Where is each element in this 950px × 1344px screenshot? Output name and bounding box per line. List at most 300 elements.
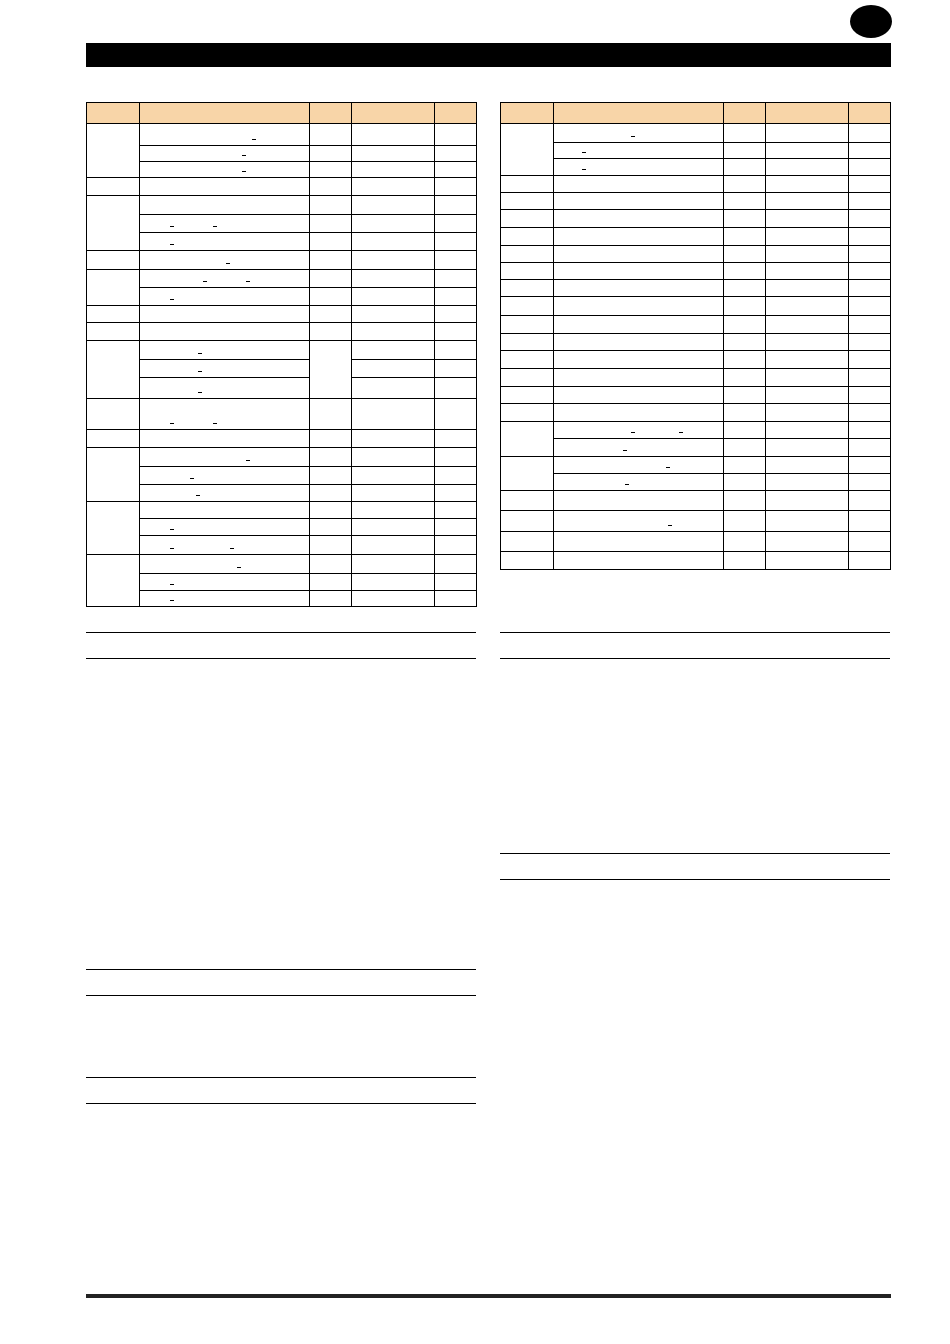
table-cell [310,467,352,485]
table-cell [87,124,140,178]
table-cell [501,297,554,316]
table-cell [140,519,310,536]
table-cell [724,159,766,176]
table-cell [766,193,849,210]
table-row [501,316,891,334]
underline-mark [582,152,586,153]
underline-mark [198,392,202,393]
table-cell [554,143,724,159]
table-cell [849,246,891,263]
table-cell [554,474,724,491]
table-row [501,297,891,316]
table-cell [310,502,352,519]
table-cell [766,210,849,228]
table-cell [724,491,766,511]
column-header [724,103,766,124]
table-cell [766,263,849,280]
table-cell [140,360,310,378]
table-cell [766,176,849,193]
table-cell [849,143,891,159]
section-rule [86,995,476,996]
table-row [501,422,891,439]
table-cell [87,399,140,430]
table-cell [501,491,554,511]
table-cell [766,511,849,532]
table-cell [310,162,352,178]
table-row [501,439,891,457]
section-rule [86,632,476,633]
table-cell [554,351,724,369]
underline-mark [198,353,202,354]
table-row [501,263,891,280]
table-cell [849,316,891,334]
table-cell [724,193,766,210]
table-cell [140,178,310,196]
table-cell [554,387,724,404]
section-rule [500,632,890,633]
table-cell [724,334,766,351]
table-cell [501,210,554,228]
table-cell [435,233,477,251]
table-cell [352,360,435,378]
table-cell [766,474,849,491]
table-cell [87,270,140,306]
table-cell [849,511,891,532]
table-cell [724,246,766,263]
table-cell [140,502,310,519]
table-cell [766,457,849,474]
table-cell [554,532,724,552]
table-row [501,176,891,193]
table-cell [140,270,310,288]
table-cell [140,323,310,341]
table-cell [87,178,140,196]
table-row [87,555,477,574]
underline-mark [170,226,174,227]
table-cell [310,215,352,233]
table-cell [766,143,849,159]
table-cell [310,574,352,591]
table-cell [724,297,766,316]
column-header [849,103,891,124]
table-row [87,519,477,536]
table-cell [87,430,140,448]
table-cell [554,511,724,532]
table-cell [766,491,849,511]
section-rule [500,658,890,659]
table-cell [140,536,310,555]
table-cell [554,124,724,143]
table-cell [849,193,891,210]
underline-mark [631,136,635,137]
table-cell [501,404,554,422]
section-rule [86,658,476,659]
table-cell [849,351,891,369]
table-cell [140,430,310,448]
table-row [501,228,891,246]
table-cell [724,351,766,369]
table-cell [554,316,724,334]
table-cell [435,448,477,467]
underline-mark [237,567,241,568]
table-cell [849,552,891,570]
table-cell [310,430,352,448]
underline-mark [226,263,230,264]
page-badge [850,5,892,38]
table-cell [724,439,766,457]
section-rule [500,853,890,854]
underline-mark [190,478,194,479]
table-cell [435,519,477,536]
table-cell [435,323,477,341]
column-header [554,103,724,124]
table-cell [87,196,140,251]
table-cell [554,159,724,176]
table-cell [501,124,554,176]
table-cell [849,387,891,404]
table-cell [849,491,891,511]
table-cell [724,532,766,552]
underline-mark [170,548,174,549]
table-cell [849,159,891,176]
table-cell [501,334,554,351]
underline-mark [625,484,629,485]
table-cell [140,233,310,251]
table-cell [310,306,352,323]
table-cell [501,316,554,334]
table-cell [310,448,352,467]
underline-mark [196,495,200,496]
table-cell [140,574,310,591]
table-cell [435,574,477,591]
table-cell [849,457,891,474]
table-row [501,334,891,351]
underline-mark [631,432,635,433]
table-cell [501,422,554,457]
table-row [87,574,477,591]
table-cell [849,422,891,439]
table-row [501,159,891,176]
table-cell [140,378,310,399]
table-cell [140,467,310,485]
table-row [501,387,891,404]
underline-mark [170,423,174,424]
column-header [766,103,849,124]
table-cell [310,555,352,574]
table-cell [352,178,435,196]
table-cell [310,233,352,251]
table-cell [352,323,435,341]
table-cell [352,555,435,574]
table-cell [501,263,554,280]
table-cell [501,387,554,404]
table-cell [310,323,352,341]
table-cell [87,323,140,341]
table-cell [766,532,849,552]
table-cell [554,369,724,387]
underline-mark [203,281,207,282]
table-row [87,323,477,341]
underline-mark [666,467,670,468]
table-cell [352,341,435,360]
table-cell [501,280,554,297]
table-row [501,210,891,228]
table-cell [140,555,310,574]
table-cell [140,448,310,467]
section-rule [500,879,890,880]
table-row [87,215,477,233]
table-row [501,193,891,210]
table-cell [352,574,435,591]
section-rule [86,1103,476,1104]
table-cell [501,532,554,552]
underline-mark [668,525,672,526]
table-row [501,474,891,491]
table-cell [435,467,477,485]
table-cell [310,485,352,502]
table-cell [724,457,766,474]
table-cell [849,334,891,351]
table-cell [724,316,766,334]
underline-mark [582,169,586,170]
table-cell [554,491,724,511]
table-cell [554,280,724,297]
footer-bar [86,1294,891,1298]
table-cell [849,210,891,228]
table-cell [554,176,724,193]
table-cell [766,422,849,439]
table-cell [849,124,891,143]
table-cell [849,280,891,297]
column-header [352,103,435,124]
table-cell [352,467,435,485]
table-cell [766,124,849,143]
table-cell [310,399,352,430]
table-cell [140,196,310,215]
table-header-row [501,103,891,124]
table-cell [554,457,724,474]
table-cell [140,251,310,270]
table-cell [140,341,310,360]
table-cell [352,448,435,467]
underline-mark [170,600,174,601]
table-row [87,288,477,306]
table-row [87,360,477,378]
table-cell [310,270,352,288]
table-cell [87,502,140,555]
table-cell [87,448,140,502]
table-cell [310,591,352,607]
table-cell [352,378,435,399]
table-cell [501,246,554,263]
table-cell [766,297,849,316]
table-cell [554,552,724,570]
table-cell [435,162,477,178]
table-cell [724,176,766,193]
table-row [501,351,891,369]
table-cell [554,404,724,422]
table-cell [435,591,477,607]
table-cell [352,430,435,448]
table-cell [849,532,891,552]
underline-mark [170,244,174,245]
table-cell [435,360,477,378]
section-rule [86,969,476,970]
underline-mark [242,171,246,172]
underline-mark [170,299,174,300]
table-cell [766,228,849,246]
underline-mark [623,450,627,451]
table-cell [554,246,724,263]
table-cell [435,196,477,215]
spec-table-left [86,102,477,607]
table-row [87,162,477,178]
table-cell [352,233,435,251]
table-cell [352,215,435,233]
table-cell [435,146,477,162]
column-header [310,103,352,124]
table-cell [501,511,554,532]
section-rule [86,1077,476,1078]
table-cell [849,474,891,491]
table-cell [310,124,352,146]
table-cell [435,341,477,360]
table-cell [766,351,849,369]
table-cell [310,251,352,270]
table-cell [724,404,766,422]
table-cell [501,351,554,369]
table-row [87,270,477,288]
table-cell [766,316,849,334]
table-cell [352,146,435,162]
table-cell [435,270,477,288]
table-row [501,491,891,511]
table-cell [554,228,724,246]
table-cell [435,251,477,270]
table-cell [310,196,352,215]
table-cell [435,378,477,399]
column-header [501,103,554,124]
table-cell [766,369,849,387]
header-bar [86,43,891,67]
table-cell [310,341,352,399]
table-cell [554,422,724,439]
table-cell [352,536,435,555]
table-cell [724,280,766,297]
underline-mark [230,548,234,549]
table-cell [87,341,140,399]
table-cell [554,439,724,457]
table-cell [501,193,554,210]
table-cell [766,387,849,404]
table-cell [724,422,766,439]
table-row [87,591,477,607]
table-row [87,306,477,323]
table-cell [849,404,891,422]
underline-mark [252,139,256,140]
table-cell [724,143,766,159]
table-row [501,143,891,159]
table-cell [435,502,477,519]
underline-mark [198,371,202,372]
table-row [87,430,477,448]
table-cell [724,228,766,246]
table-cell [87,555,140,607]
spec-table-right [500,102,891,570]
table-row [87,485,477,502]
table-cell [140,485,310,502]
table-row [87,251,477,270]
table-cell [140,146,310,162]
underline-mark [170,584,174,585]
table-cell [724,263,766,280]
table-cell [310,536,352,555]
table-cell [501,176,554,193]
table-cell [849,263,891,280]
table-cell [352,124,435,146]
underline-mark [246,281,250,282]
table-cell [310,288,352,306]
table-cell [724,511,766,532]
table-row [87,341,477,360]
table-cell [554,193,724,210]
table-row [87,196,477,215]
table-cell [849,297,891,316]
table-cell [352,162,435,178]
table-cell [435,536,477,555]
table-cell [766,246,849,263]
column-header [140,103,310,124]
table-cell [140,288,310,306]
table-cell [766,159,849,176]
table-row [87,467,477,485]
table-cell [435,306,477,323]
table-cell [766,334,849,351]
table-row [87,178,477,196]
underline-mark [246,460,250,461]
table-row [501,552,891,570]
table-row [87,502,477,519]
table-cell [724,369,766,387]
table-cell [435,485,477,502]
table-cell [352,251,435,270]
table-row [501,532,891,552]
table-cell [766,404,849,422]
table-cell [140,399,310,430]
table-header-row [87,103,477,124]
table-row [87,536,477,555]
table-cell [435,430,477,448]
table-cell [140,591,310,607]
table-cell [310,178,352,196]
table-row [87,399,477,430]
table-row [501,404,891,422]
underline-mark [170,529,174,530]
table-cell [435,178,477,196]
table-cell [352,591,435,607]
table-cell [435,124,477,146]
table-cell [501,369,554,387]
table-row [501,511,891,532]
table-cell [554,263,724,280]
underline-mark [679,432,683,433]
table-cell [352,519,435,536]
table-cell [140,306,310,323]
table-cell [352,196,435,215]
table-cell [435,555,477,574]
table-cell [435,399,477,430]
table-row [501,124,891,143]
